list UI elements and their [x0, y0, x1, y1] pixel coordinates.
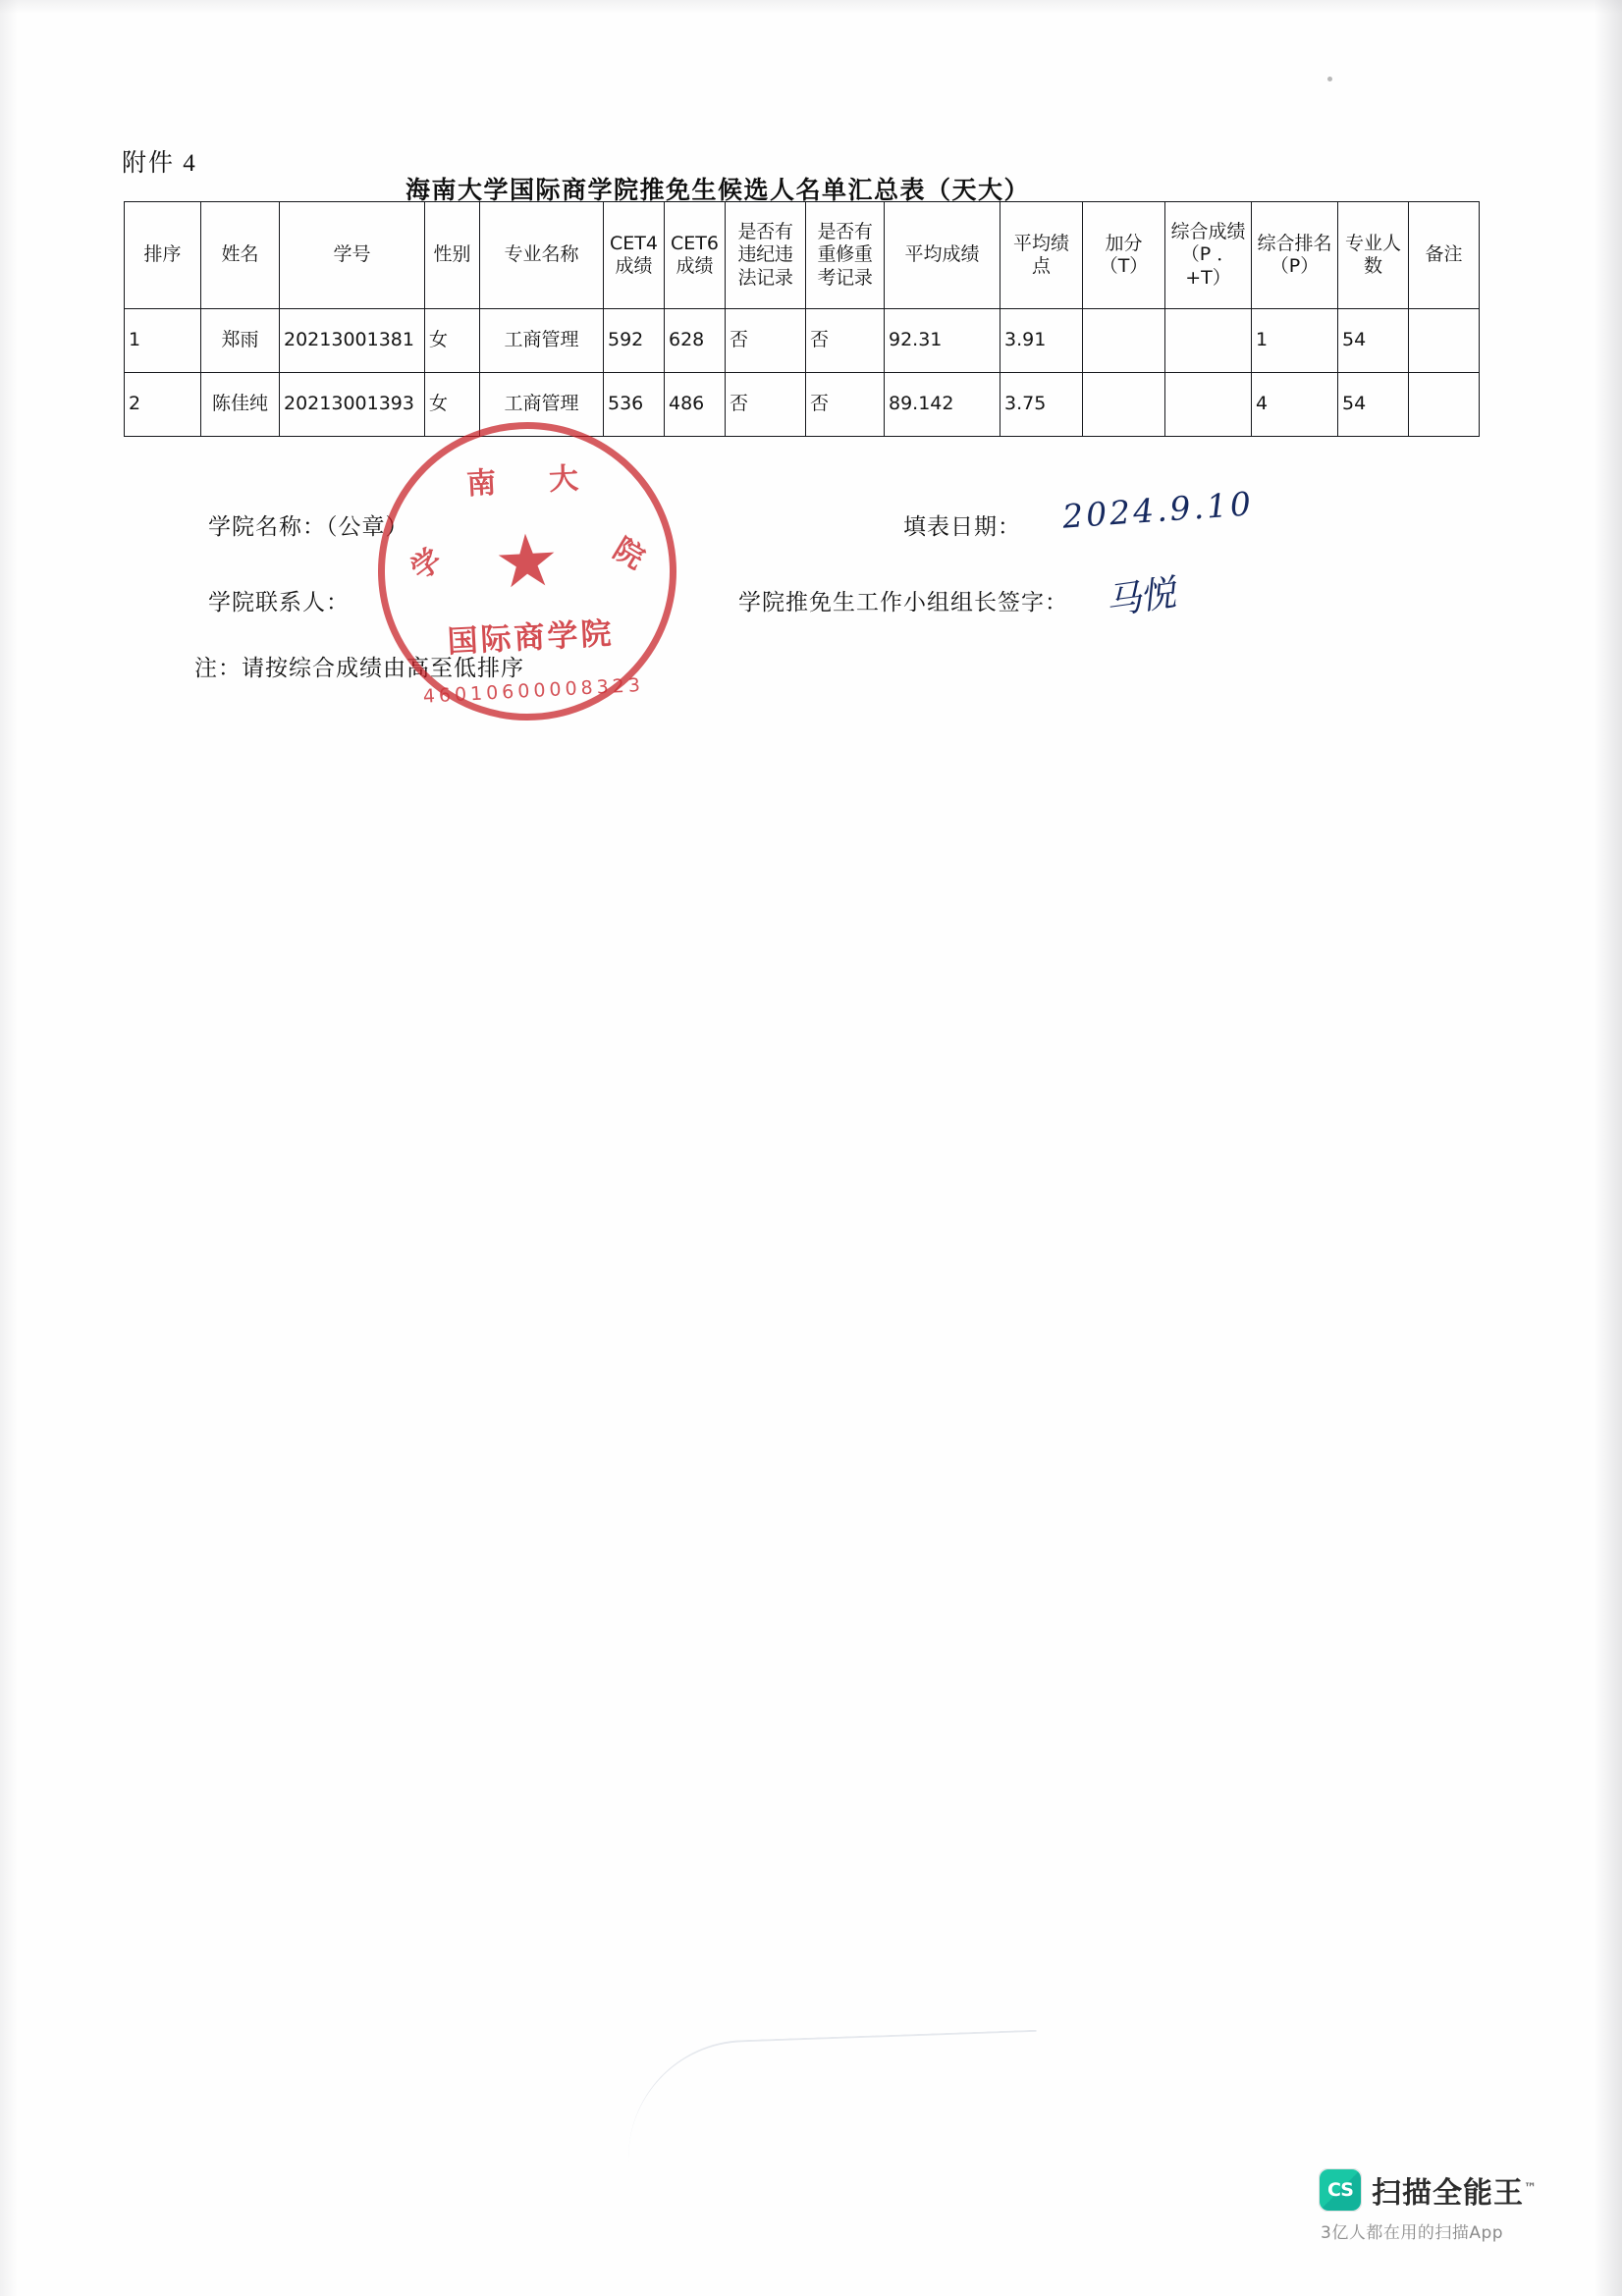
cell-note [1409, 373, 1480, 437]
camscanner-watermark [1319, 2168, 1538, 2243]
cell-gpa: 3.75 [1000, 373, 1083, 437]
camscanner-name [1372, 2168, 1538, 2212]
seal-code: 46010600008323 [422, 673, 645, 708]
fill-date-label: 填表日期： [903, 514, 1021, 540]
column-header-cet6: CET6成绩 [665, 202, 726, 309]
column-header-major: 专业名称 [480, 202, 604, 309]
table-row [125, 373, 1480, 437]
table-header [125, 202, 1480, 309]
page-edge-left-shadow [0, 0, 18, 2296]
cell-bonus [1083, 373, 1165, 437]
signature-label: 学院推免生工作小组组长签字： [738, 590, 1068, 615]
column-header-major-count: 专业人数 [1338, 202, 1409, 309]
cell-retake-record: 否 [806, 373, 885, 437]
cell-composite-score [1165, 373, 1252, 437]
column-header-discipline-record: 是否有违纪违法记录 [726, 202, 806, 309]
cell-bonus [1083, 309, 1165, 373]
page-corner-fold [624, 2030, 1045, 2282]
seal-left-text: 学 [404, 542, 449, 588]
cell-student-id: 20213001381 [280, 309, 425, 373]
cell-major-count: 54 [1338, 309, 1409, 373]
cell-cet4: 536 [604, 373, 665, 437]
page-edge-top-shadow [0, 0, 1622, 14]
column-header-sex: 性别 [425, 202, 480, 309]
table-body [125, 309, 1480, 437]
cell-discipline-record: 否 [726, 309, 806, 373]
college-contact-label: 学院联系人： [208, 590, 350, 615]
scan-speck [1327, 77, 1332, 81]
cell-student-id: 20213001393 [280, 373, 425, 437]
column-header-composite-score: 综合成绩（P ．+T） [1165, 202, 1252, 309]
fill-date-handwriting: 2024.9.10 [1060, 484, 1256, 536]
cell-name: 陈佳纯 [201, 373, 280, 437]
seal-right-text: 院 [607, 531, 651, 577]
column-header-average-score: 平均成绩 [885, 202, 1000, 309]
cell-average-score: 92.31 [885, 309, 1000, 373]
camscanner-brand-row [1319, 2168, 1538, 2212]
cell-composite-score [1165, 309, 1252, 373]
page-edge-right-shadow [1595, 0, 1622, 2296]
cell-composite-rank: 1 [1252, 309, 1338, 373]
cell-composite-rank: 4 [1252, 373, 1338, 437]
cell-major: 工商管理 [480, 309, 604, 373]
column-header-bonus: 加分（T） [1083, 202, 1165, 309]
column-header-rank: 排序 [125, 202, 201, 309]
cell-gpa: 3.91 [1000, 309, 1083, 373]
cell-major: 工商管理 [480, 373, 604, 437]
camscanner-subtitle: 3亿人都在用的扫描App [1321, 2223, 1504, 2243]
star-icon: ★ [492, 520, 562, 605]
column-header-retake-record: 是否有重修重考记录 [806, 202, 885, 309]
cell-sex: 女 [425, 309, 480, 373]
table-row [125, 309, 1480, 373]
trademark-mark: ™ [1524, 2181, 1538, 2196]
cell-rank: 1 [125, 309, 201, 373]
cell-name: 郑雨 [201, 309, 280, 373]
cell-note [1409, 309, 1480, 373]
leader-signature-handwriting: 马悦 [1102, 571, 1177, 623]
cell-cet6: 486 [665, 373, 726, 437]
column-header-student-id: 学号 [280, 202, 425, 309]
official-red-seal [370, 414, 683, 727]
column-header-note: 备注 [1409, 202, 1480, 309]
cell-rank: 2 [125, 373, 201, 437]
seal-top-text: 南大 [465, 458, 632, 503]
column-header-cet4: CET4成绩 [604, 202, 665, 309]
attachment-label: 附件 4 [122, 150, 197, 177]
camscanner-name-text: 扫描全能王 [1372, 2176, 1524, 2211]
candidate-summary-table [124, 201, 1480, 437]
page-title: 海南大学国际商学院推免生候选人名单汇总表（天大） [406, 176, 1031, 204]
cell-discipline-record: 否 [726, 373, 806, 437]
column-header-composite-rank: 综合排名（P） [1252, 202, 1338, 309]
cell-retake-record: 否 [806, 309, 885, 373]
table-header-row [125, 202, 1480, 309]
column-header-gpa: 平均绩点 [1000, 202, 1083, 309]
seal-ring [378, 422, 677, 721]
cell-cet4: 592 [604, 309, 665, 373]
college-name-label: 学院名称：（公章） [208, 514, 409, 540]
column-header-name: 姓名 [201, 202, 280, 309]
cell-average-score: 89.142 [885, 373, 1000, 437]
cell-cet6: 628 [665, 309, 726, 373]
camscanner-logo [1319, 2168, 1362, 2212]
seal-bottom-text: 国际商学院 [446, 615, 616, 661]
cell-sex: 女 [425, 373, 480, 437]
cs-logo-icon: CS [1320, 2169, 1361, 2211]
cell-major-count: 54 [1338, 373, 1409, 437]
footer-note: 注：请按综合成绩由高至低排序 [194, 656, 524, 681]
